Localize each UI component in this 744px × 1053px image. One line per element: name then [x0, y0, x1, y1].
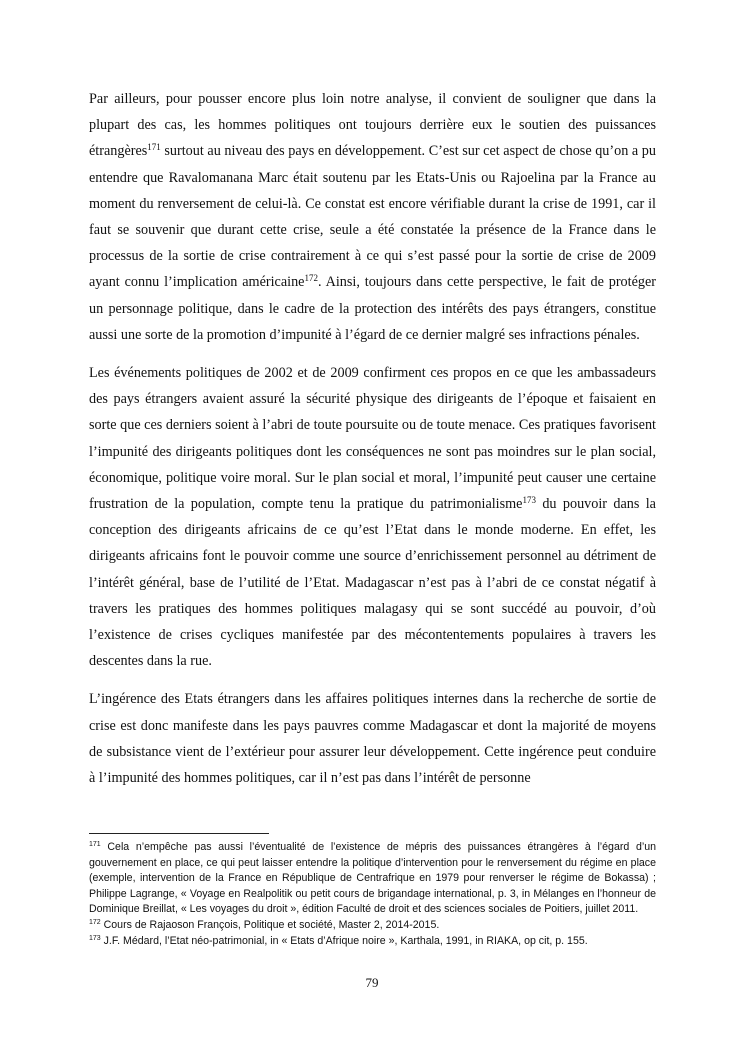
paragraph-1-text-b: surtout au niveau des pays en développement. C’est sur cet aspect de chose qu’on a pu entendre que Ravalomanana Marc était soutenu par les Etats-Unis ou Rajoelina par la France au moment du renversement de celui-là. Ce constat est encore vérifiable durant la crise de 1991, car il faut se souvenir que durant cette crise, seule a été constatée la présence de la France dans le processus de la sortie de crise contrairement à ce qui s’est passé pour la sortie de crise de 2009 ayant connu l’implication américaine — [89, 143, 656, 291]
footnotes — [89, 840, 656, 949]
footnote-number-173: 173 — [89, 934, 101, 942]
paragraph-2-text-a: Les événements politiques de 2002 et de 2009 confirment ces propos en ce que les ambassadeurs des pays étrangers avaient assuré la sécurité physique des dirigeants de l’époque et faisaient en sorte que ces derniers soient à l’abri de toute poursuite ou de toute menace. Ces pratiques favorisent l’impunité des dirigeants politiques dont les conséquences ne sont pas moindres sur le plan social, économique, politique voire moral. Sur le plan social et moral, l’impunité peut causer une certaine frustration de la population, compte tenu la pratique du patrimonialisme — [89, 365, 656, 513]
footnote-separator — [89, 833, 269, 834]
paragraph-1-text-c: . Ainsi, toujours dans cette perspective, le fait de protéger un personnage politique, dans le cadre de la protection des intérêts des pays étrangers, constitue aussi une sorte de la promotion d’impunité à l’égard de ce dernier malgré ses infractions pénales. — [89, 274, 656, 343]
footnote-number-171: 171 — [89, 841, 101, 848]
footnote-number-172: 172 — [89, 918, 101, 926]
footnote-text-172: Cours de Rajaoson François, Politique et société, Master 2, 2014-2015. — [100, 918, 440, 931]
footnote-ref-171[interactable]: 171 — [147, 142, 161, 153]
paragraph-3: L’ingérence des Etats étrangers dans les affaires politiques internes dans la recherche de sortie de crise est donc manifeste dans les pays pauvres comme Madagascar et dont la majorité de moyens de subsistance vient de l’extérieur pour assurer leur développement. Cette ingérence peut conduire à l’impunité des hommes politiques, car il n’est pas dans l’intérêt de personne — [89, 691, 656, 787]
footnote-ref-173[interactable]: 173 — [522, 495, 536, 506]
paragraph-2 — [89, 360, 656, 674]
footnote-text-171: Cela n’empêche pas aussi l’éventualité de l’existence de mépris des puissances étrangères à l’égard d’un gouvernement en place, ce qui peut laisser entendre la politique d’intervention pour le renversement du régime en place (exemple, intervention de la France en République de Centrafrique en 1979 pour renverser le régime de Bokassa) ; Philippe Lagrange, « Voyage en Realpolitik ou petit cours de brigandage international, p. 3, in Mélanges en l’honneur de Dominique Breillat, « Les voyages du droit », édition Faculté de droit et des sciences sociales de Poitiers, juillet 2011. — [89, 841, 656, 916]
page-number: 79 — [365, 975, 379, 990]
paragraph-1-text-a: Par ailleurs, pour pousser encore plus loin notre analyse, il convient de souligner que dans la plupart des cas, les hommes politiques ont toujours derrière eux le soutien des puissances étrangères — [89, 91, 656, 160]
paragraph-2-text-b: du pouvoir dans la conception des dirigeants africains de ce qu’est l’Etat dans le monde moderne. En effet, les dirigeants africains font le pouvoir comme une source d’enrichissement personnel au détriment de l’intérêt général, base de l’utilité de l’Etat. Madagascar n’est pas à l’abri de ce constat négatif à travers les pratiques des hommes politiques malagasy qui se sont succédé au pouvoir, d’où l’existence de crises cycliques manifestée par des mécontentements populaires à travers les descentes dans la rue. — [89, 496, 656, 670]
footnote-ref-172[interactable]: 172 — [304, 273, 318, 284]
footnote-171 — [89, 840, 656, 918]
footnote-173 — [89, 934, 656, 950]
paragraph-1 — [89, 86, 656, 348]
body-text — [89, 86, 656, 803]
footnote-text-173: J.F. Médard, l’Etat néo-patrimonial, in « Etats d’Afrique noire », Karthala, 1991, in RIAKA, op cit, p. 155. — [100, 934, 588, 947]
footnote-172 — [89, 918, 656, 934]
